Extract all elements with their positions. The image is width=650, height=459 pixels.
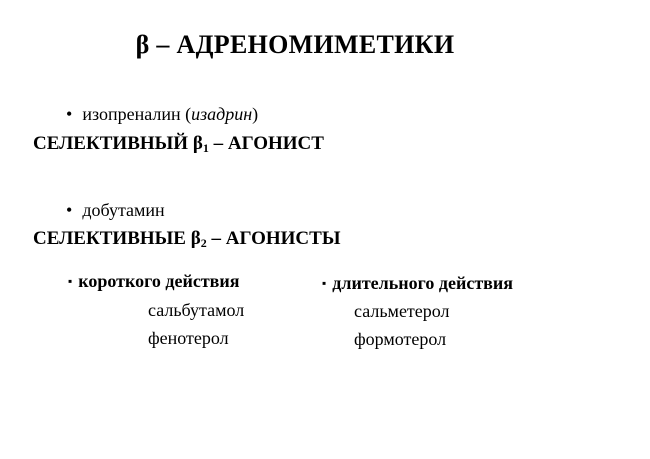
bullet-icon: • xyxy=(66,200,73,220)
long-acting-heading xyxy=(322,273,513,294)
section-heading-beta2 xyxy=(33,228,340,250)
heading-subscript: 2 xyxy=(200,236,207,250)
heading-suffix: – АГОНИСТ xyxy=(208,133,324,154)
short-acting-heading xyxy=(68,271,240,292)
long-acting-label: длительного действия xyxy=(332,273,514,293)
square-bullet-icon: ▪ xyxy=(68,274,73,288)
heading-prefix: СЕЛЕКТИВНЫЕ β xyxy=(33,228,201,249)
heading-suffix: – АГОНИСТЫ xyxy=(206,228,341,249)
page-title: β – АДРЕНОМИМЕТИКИ xyxy=(135,30,455,59)
closing-paren: ) xyxy=(252,104,259,124)
drug-item: сальметерол xyxy=(354,301,450,321)
drug-name: изопреналин ( xyxy=(82,104,192,124)
list-item-isoprenaline xyxy=(66,104,258,125)
drug-item: формотерол xyxy=(354,329,447,349)
heading-prefix: СЕЛЕКТИВНЫЙ β xyxy=(33,133,203,154)
section-heading-beta1 xyxy=(33,133,324,155)
heading-subscript: 1 xyxy=(202,141,209,155)
drug-item: фенотерол xyxy=(148,328,229,348)
drug-synonym: изадрин xyxy=(191,104,253,124)
list-item-dobutamine xyxy=(66,200,165,221)
square-bullet-icon: ▪ xyxy=(322,276,327,290)
short-acting-label: короткого действия xyxy=(78,271,240,291)
drug-name: добутамин xyxy=(82,200,165,220)
drug-item: сальбутамол xyxy=(148,300,245,320)
bullet-icon: • xyxy=(66,104,73,124)
